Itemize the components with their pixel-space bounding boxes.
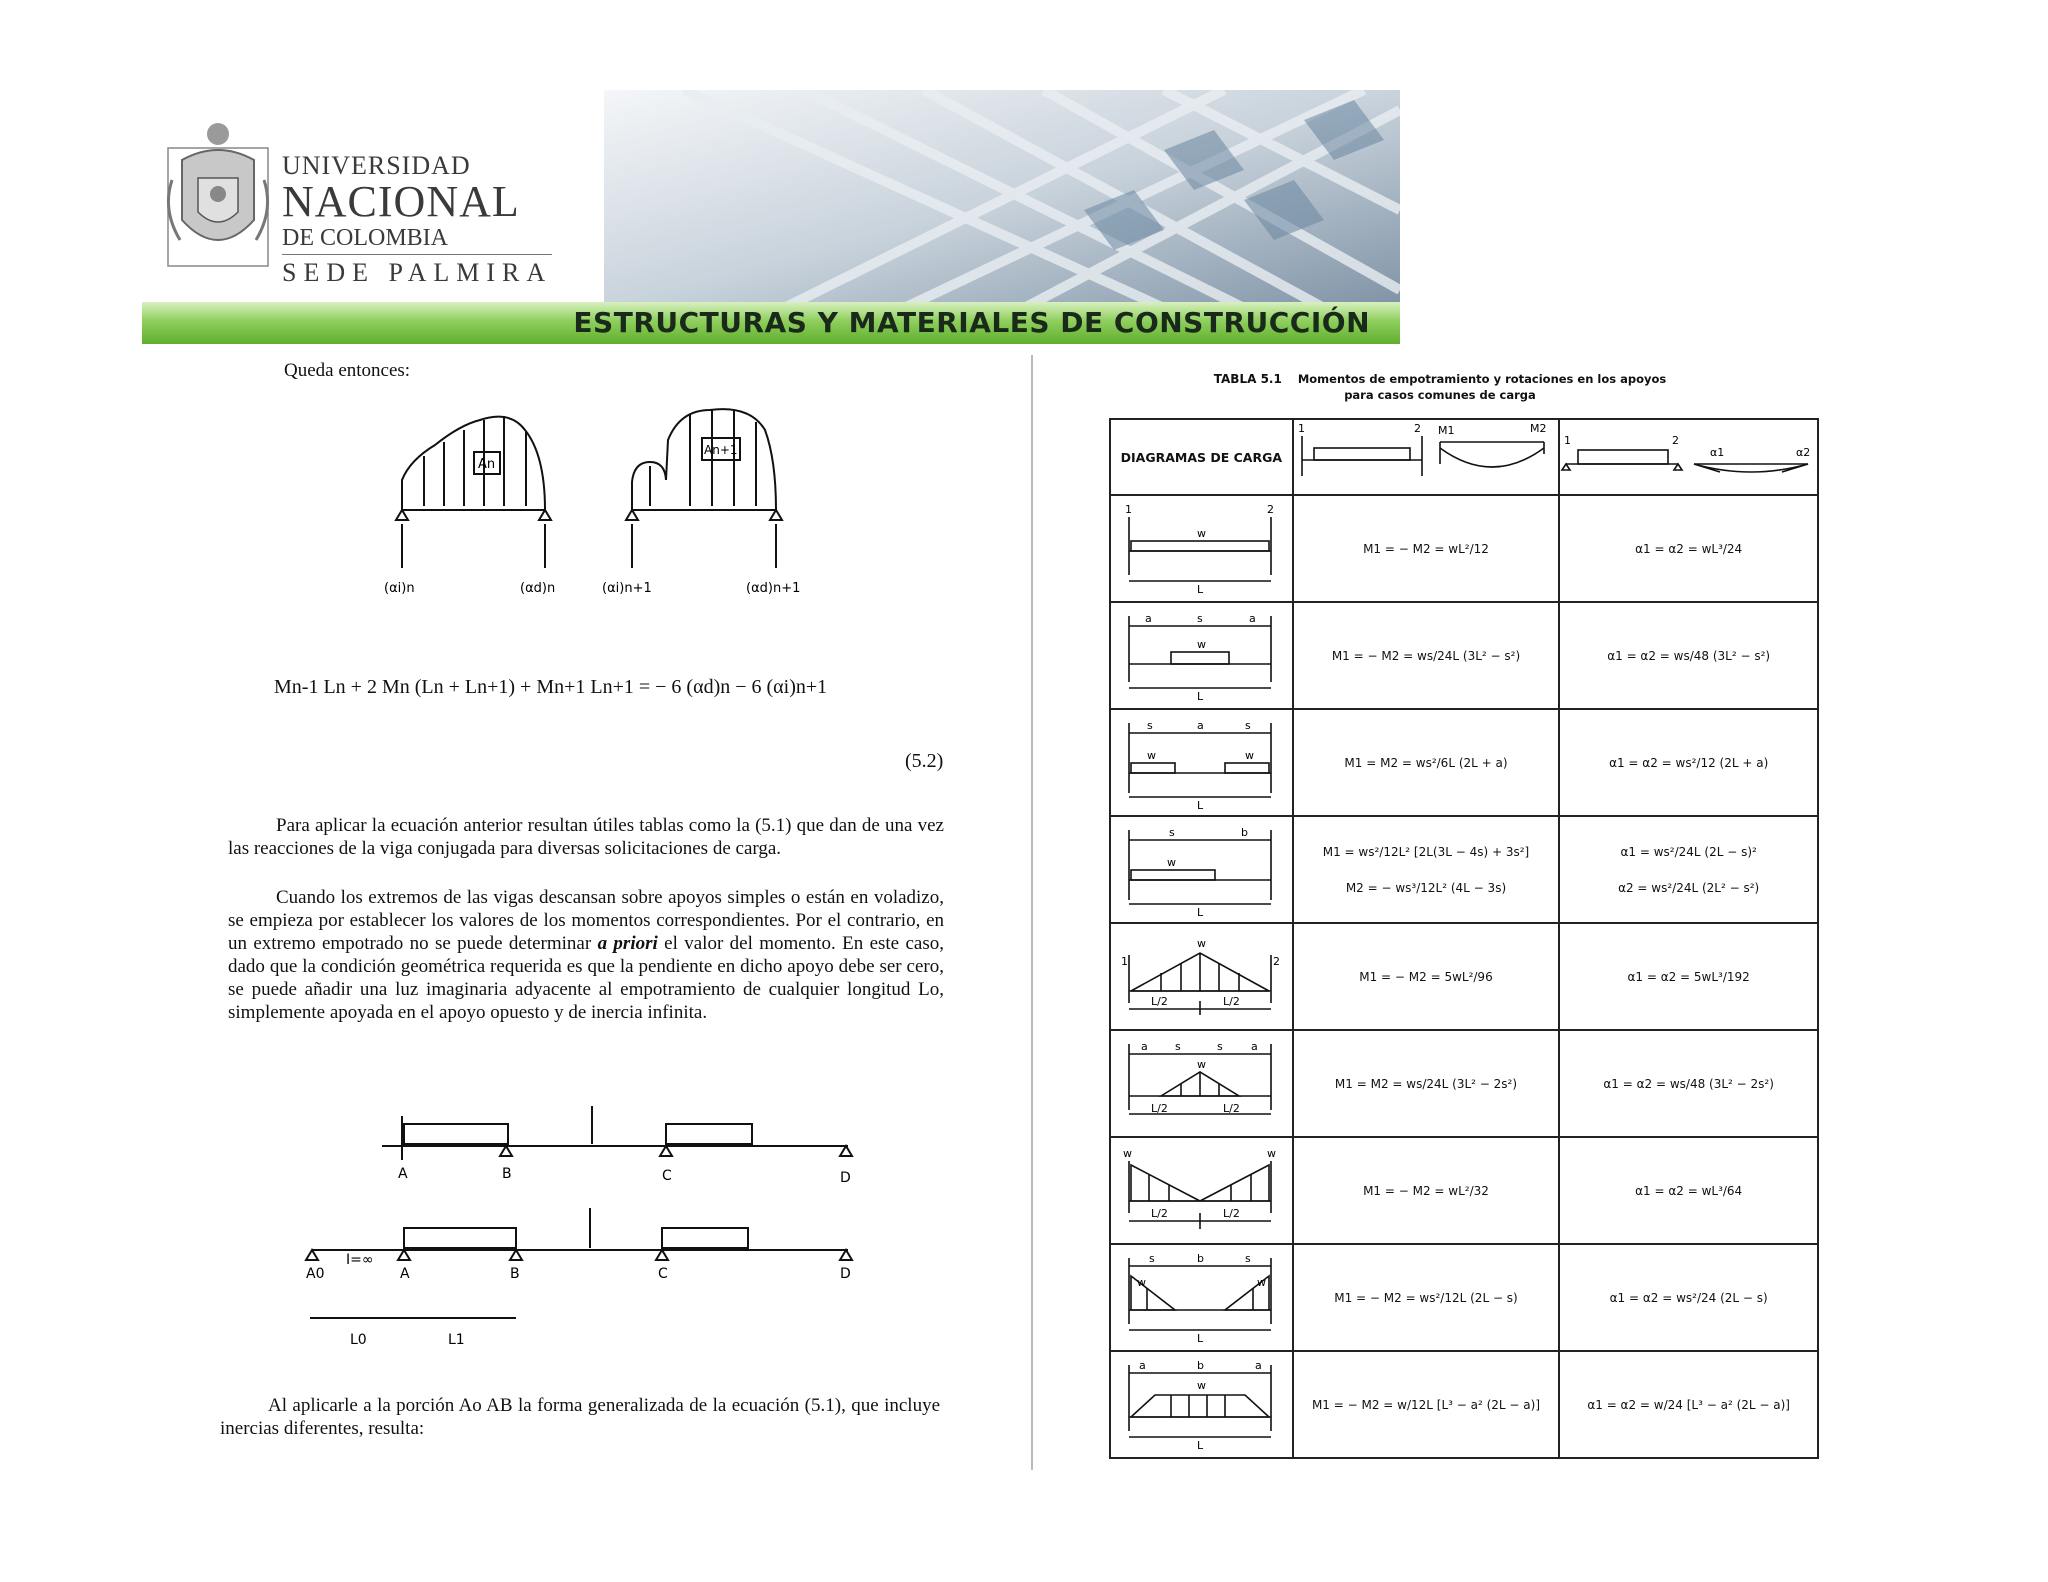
- moment-formula: M1 = ws²/12L² [2L(3L − 4s) + 3s²]: [1322, 844, 1530, 859]
- dg-w: w: [1137, 1275, 1146, 1289]
- table-row: [1110, 495, 1818, 602]
- title-bar: [142, 302, 1400, 344]
- label-C-bottom: C: [658, 1266, 668, 1282]
- dg-w: w: [1123, 1146, 1132, 1160]
- moments-table: [1109, 418, 1819, 1459]
- table-caption-line1: Momentos de empotramiento y rotaciones en los apoyos: [1297, 372, 1667, 386]
- dg-b: b: [1241, 825, 1248, 839]
- course-title: ESTRUCTURAS Y MATERIALES DE CONSTRUCCIÓN: [573, 306, 1370, 339]
- left-load-diagram-icon: [1111, 818, 1289, 918]
- university-seal-icon: [162, 120, 274, 270]
- central-load-diagram-icon: [1111, 604, 1289, 704]
- load-diagram-cell: [1110, 1244, 1293, 1351]
- dg-w: w: [1197, 1378, 1206, 1392]
- fixed-beam-moment-icon: [1294, 420, 1556, 490]
- dg-s2: s: [1245, 1251, 1251, 1265]
- hdr-icon-m2: M2: [1529, 422, 1547, 435]
- dg-1: 1: [1125, 502, 1132, 516]
- dg-2: 2: [1267, 502, 1274, 516]
- dg-s2: s: [1245, 718, 1251, 732]
- column-divider: [1031, 355, 1033, 1470]
- label-ai-n: (αi)n: [384, 581, 415, 596]
- dg-w: w: [1197, 1057, 1206, 1071]
- moment-formula: M1 = M2 = ws²/6L (2L + a): [1293, 709, 1560, 816]
- trapezoidal-load-diagram-icon: [1111, 1353, 1289, 1453]
- dg-1: 1: [1121, 954, 1128, 968]
- uniform-load-diagram-icon: [1111, 497, 1289, 597]
- conjugate-beam-figure: [380, 400, 800, 610]
- table-row: [1110, 1137, 1818, 1244]
- dg-L2b: L/2: [1223, 994, 1240, 1008]
- load-diagram-cell: [1110, 709, 1293, 816]
- load-diagram-cell: [1110, 923, 1293, 1030]
- inverted-triangular-load-diagram-icon: [1111, 1139, 1289, 1239]
- end-loads-diagram-icon: [1111, 711, 1289, 811]
- moment-formula: M1 = − M2 = 5wL²/96: [1293, 923, 1560, 1030]
- paragraph-3: Al aplicarle a la porción Ao AB la forma generalizada de la ecuación (5.1), que incluye inercias diferentes, resulta:: [220, 1395, 940, 1439]
- load-diagram-cell: [1110, 1351, 1293, 1458]
- dg-a: a: [1139, 1358, 1146, 1372]
- rotation-formula: α1 = α2 = wL³/64: [1559, 1137, 1818, 1244]
- hdr-icon-a1: α1: [1710, 446, 1725, 459]
- load-diagram-cell: [1110, 816, 1293, 923]
- moment-formula: M1 = − M2 = wL²/12: [1293, 495, 1560, 602]
- dg-w2: w: [1245, 748, 1254, 762]
- label-ai-n1: (αi)n+1: [602, 581, 652, 596]
- dg-w2: w: [1257, 1275, 1266, 1289]
- dg-w2: w: [1267, 1146, 1276, 1160]
- dg-s: s: [1147, 718, 1153, 732]
- rotation-formula: α1 = α2 = ws/48 (3L² − 2s²): [1559, 1030, 1818, 1137]
- load-diagram-cell: [1110, 495, 1293, 602]
- label-ad-n: (αd)n: [520, 581, 556, 596]
- label-C-top: C: [662, 1168, 672, 1184]
- dg-2: 2: [1273, 954, 1280, 968]
- label-A-bottom: A: [400, 1266, 410, 1282]
- triangular-load-diagram-icon: [1111, 925, 1289, 1025]
- hdr-icon-2: 2: [1413, 422, 1421, 435]
- table-header-row: [1110, 419, 1818, 495]
- dg-s: s: [1175, 1039, 1181, 1053]
- rotation-formula: α1 = α2 = 5wL³/192: [1559, 923, 1818, 1030]
- university-line3: DE COLOMBIA: [282, 225, 448, 251]
- header-icons-rotation: [1559, 419, 1818, 495]
- hdr-icon-2b: 2: [1672, 434, 1680, 447]
- university-line2: NACIONAL: [282, 177, 520, 226]
- paragraph-2-part-b: el valor del momento. En este caso, dado que la condición geométrica requerida es que la pendiente en dicho apoyo debe ser cero, se puede añadir una luz imaginaria adyacente al empotramiento de cualquier longitud Lo, simplemente apoyada en el apoyo opuesto y de inercia infinita.: [228, 933, 944, 1023]
- equation-number: (5.2): [905, 750, 944, 772]
- label-A0: A0: [306, 1266, 325, 1282]
- dg-L: L: [1197, 689, 1204, 703]
- moment-formula: M1 = M2 = ws/24L (3L² − 2s²): [1293, 1030, 1560, 1137]
- table-caption: [1110, 371, 1770, 403]
- table-caption-id: TABLA 5.1: [1213, 372, 1282, 386]
- dg-L: L: [1197, 1438, 1204, 1452]
- load-diagram-cell: [1110, 1030, 1293, 1137]
- table-row: [1110, 1351, 1818, 1458]
- label-D-top: D: [840, 1170, 851, 1186]
- label-D-bottom: D: [840, 1266, 851, 1282]
- dg-w: w: [1147, 748, 1156, 762]
- paragraph-2-part-a: Cuando los extremos de las vigas descansan sobre apoyos simples o están en voladizo, se empieza por establecer los valores de los momentos correspondientes. Por el contrario, en un extremo empotrado no se puede determinar: [228, 887, 944, 954]
- university-line1: UNIVERSIDAD: [282, 151, 471, 180]
- label-an: An: [478, 457, 496, 472]
- dg-a2: a: [1249, 611, 1256, 625]
- equation-5-2: Mn-1 Ln + 2 Mn (Ln + Ln+1) + Mn+1 Ln+1 = − 6 (αd)n − 6 (αi)n+1: [274, 676, 828, 698]
- imaginary-span-figure: [300, 1100, 870, 1360]
- rotation-formula: α1 = α2 = ws/48 (3L² − s²): [1559, 602, 1818, 709]
- partial-triangular-load-diagram-icon: [1111, 1032, 1289, 1132]
- dg-L: L: [1197, 582, 1204, 596]
- moment-formula: M1 = − M2 = w/12L [L³ − a² (2L − a)]: [1293, 1351, 1560, 1458]
- load-diagram-cell: [1110, 602, 1293, 709]
- moment-formula: M1 = − M2 = wL²/32: [1293, 1137, 1560, 1244]
- label-L1: L1: [448, 1332, 465, 1348]
- dg-s2: s: [1217, 1039, 1223, 1053]
- label-an1: An+1: [704, 443, 738, 457]
- dg-b: b: [1197, 1358, 1204, 1372]
- dg-w: w: [1197, 637, 1206, 651]
- campus-name: SEDE PALMIRA: [282, 254, 552, 289]
- dg-a: a: [1197, 718, 1204, 732]
- load-diagram-cell: [1110, 1137, 1293, 1244]
- table-row: [1110, 923, 1818, 1030]
- label-L0: L0: [350, 1332, 367, 1348]
- paragraph-2-emphasis: a priori: [597, 933, 658, 954]
- rotation-formula: α1 = α2 = wL³/24: [1559, 495, 1818, 602]
- table-row: [1110, 1030, 1818, 1137]
- university-name: [282, 152, 552, 289]
- rotation-formula-cell: [1559, 816, 1818, 923]
- dg-L2: L/2: [1151, 1101, 1168, 1115]
- rotation-formula: α1 = ws²/24L (2L − s)²: [1620, 844, 1757, 859]
- building-banner-image: [604, 90, 1400, 308]
- dg-s: s: [1169, 825, 1175, 839]
- hdr-icon-a2: α2: [1796, 446, 1811, 459]
- label-A-top: A: [398, 1166, 408, 1182]
- label-ad-n1: (αd)n+1: [746, 581, 800, 596]
- label-B-top: B: [502, 1166, 512, 1182]
- rotation-formula-2: α2 = ws²/24L (2L² − s²): [1618, 880, 1760, 895]
- moment-formula: M1 = − M2 = ws/24L (3L² − s²): [1293, 602, 1560, 709]
- end-triangular-load-diagram-icon: [1111, 1246, 1289, 1346]
- page-header: [142, 90, 1400, 342]
- dg-s: s: [1197, 611, 1203, 625]
- header-label-cell: [1110, 419, 1293, 495]
- label-B-bottom: B: [510, 1266, 520, 1282]
- dg-w: w: [1197, 936, 1206, 950]
- dg-L2: L/2: [1151, 1206, 1168, 1220]
- rotation-formula: α1 = α2 = w/24 [L³ − a² (2L − a)]: [1559, 1351, 1818, 1458]
- dg-b: b: [1197, 1251, 1204, 1265]
- dg-w: w: [1197, 526, 1206, 540]
- dg-L2b: L/2: [1223, 1206, 1240, 1220]
- dg-L: L: [1197, 798, 1204, 811]
- moment-formula-cell: [1293, 816, 1560, 923]
- dg-L2: L/2: [1151, 994, 1168, 1008]
- moment-formula-2: M2 = − ws³/12L² (4L − 3s): [1345, 880, 1507, 895]
- header-icons-moment: [1293, 419, 1560, 495]
- dg-w: w: [1167, 855, 1176, 869]
- rotation-formula: α1 = α2 = ws²/12 (2L + a): [1559, 709, 1818, 816]
- paragraph-1: Para aplicar la ecuación anterior resultan útiles tablas como la (5.1) que dan de una vez las reacciones de la viga conjugada para diversas solicitaciones de carga.: [228, 815, 944, 859]
- paragraph-2: [228, 886, 944, 1024]
- dg-L: L: [1197, 905, 1204, 918]
- dg-s: s: [1149, 1251, 1155, 1265]
- dg-L2b: L/2: [1223, 1101, 1240, 1115]
- header-label: DIAGRAMAS DE CARGA: [1120, 449, 1283, 465]
- table-row: [1110, 816, 1818, 923]
- dg-a: a: [1141, 1039, 1148, 1053]
- simple-beam-rotation-icon: [1560, 420, 1814, 490]
- hdr-icon-m1: M1: [1437, 424, 1455, 437]
- table-row: [1110, 602, 1818, 709]
- rotation-formula: α1 = α2 = ws²/24 (2L − s): [1559, 1244, 1818, 1351]
- intro-text: Queda entonces:: [284, 360, 411, 381]
- dg-L: L: [1197, 1331, 1204, 1345]
- table-row: [1110, 1244, 1818, 1351]
- dg-a2: a: [1255, 1358, 1262, 1372]
- label-inertia: I=∞: [346, 1252, 374, 1268]
- dg-a2: a: [1251, 1039, 1258, 1053]
- hdr-icon-1: 1: [1297, 422, 1305, 435]
- table-row: [1110, 709, 1818, 816]
- hdr-icon-1b: 1: [1564, 434, 1572, 447]
- moment-formula: M1 = − M2 = ws²/12L (2L − s): [1293, 1244, 1560, 1351]
- table-caption-line2: para casos comunes de carga: [1344, 388, 1536, 402]
- dg-a: a: [1145, 611, 1152, 625]
